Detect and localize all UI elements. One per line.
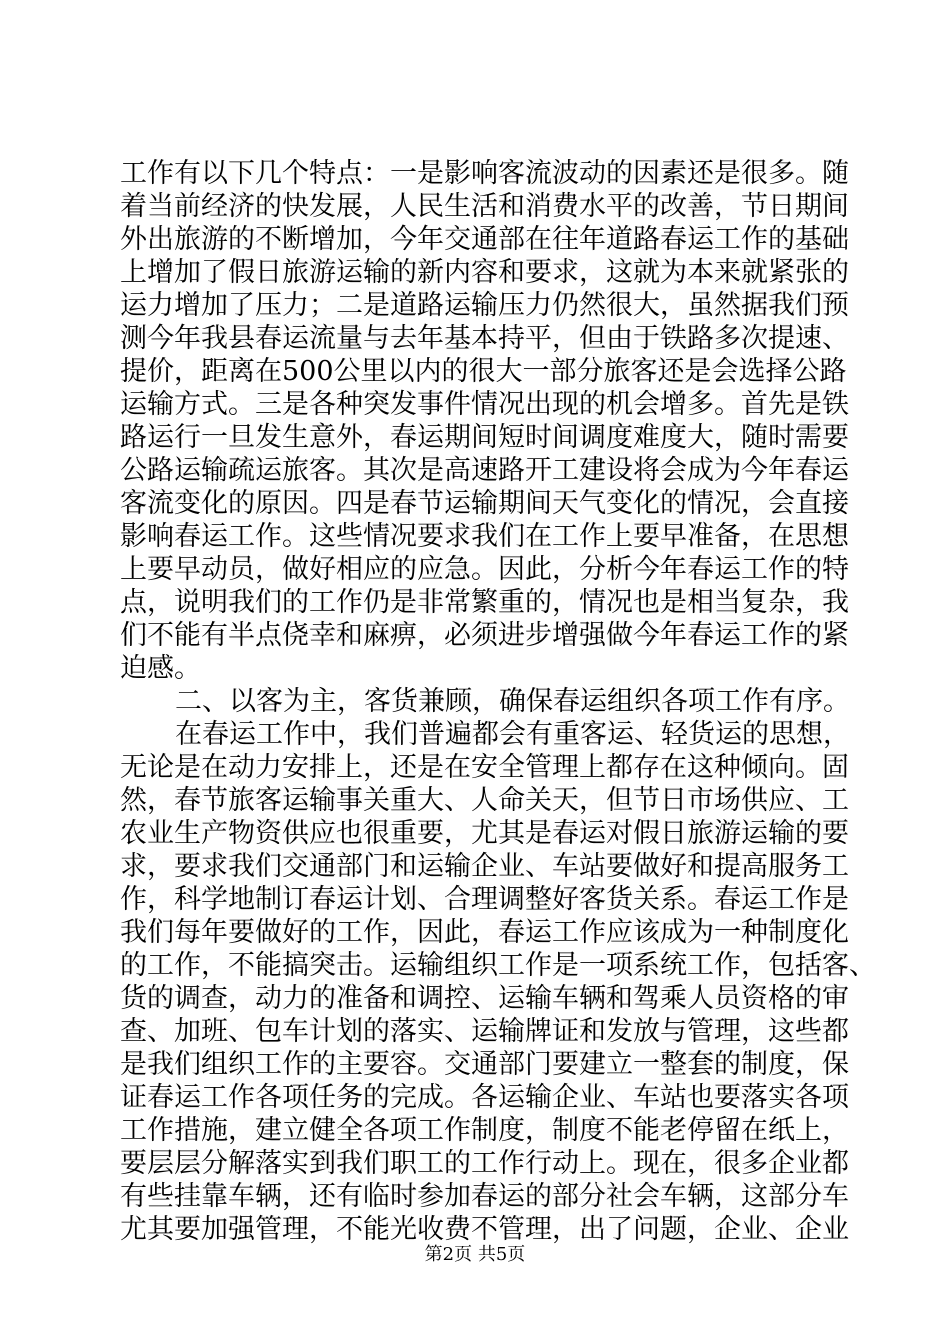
body-text-line: 工作措施，建立健全各项工作制度，制度不能老停留在纸上， xyxy=(120,1115,849,1146)
body-text-line: 提价，距离在500公里以内的很大一部分旅客还是会选择公路 xyxy=(120,356,847,387)
body-text-line: 查、加班、包车计划的落实、运输牌证和发放与管理，这些都 xyxy=(120,1016,849,1047)
body-text-line: 我们每年要做好的工作，因此，春运工作应该成为一种制度化 xyxy=(120,917,849,948)
body-text-line: 尤其要加强管理，不能光收费不管理，出了问题，企业、企业 xyxy=(120,1214,849,1245)
body-text-line: 点，说明我们的工作仍是非常繁重的，情况也是相当复杂，我 xyxy=(120,587,849,618)
page-number-footer: 第2页 共5页 xyxy=(424,1244,526,1265)
body-text-line: 求，要求我们交通部门和运输企业、车站要做好和提高服务工 xyxy=(120,851,849,882)
body-text-line: 们不能有半点侥幸和麻痹，必须进步增强做今年春运工作的紧 xyxy=(120,620,849,651)
body-text-line: 有些挂靠车辆，还有临时参加春运的部分社会车辆，这部分车 xyxy=(120,1181,849,1212)
body-text-line: 农业生产物资供应也很重要，尤其是春运对假日旅游运输的要 xyxy=(120,818,849,849)
body-text-line: 运输方式。三是各种突发事件情况出现的机会增多。首先是铁 xyxy=(120,389,849,420)
body-text-line: 公路运输疏运旅客。其次是高速路开工建设将会成为今年春运 xyxy=(120,455,849,486)
body-text-line: 着当前经济的快发展，人民生活和消费水平的改善，节日期间 xyxy=(120,191,849,222)
body-text-line: 要层层分解落实到我们职工的工作行动上。现在，很多企业都 xyxy=(120,1148,849,1179)
body-text-line: 迫感。 xyxy=(120,653,201,684)
body-text-line: 外出旅游的不断增加，今年交通部在往年道路春运工作的基础 xyxy=(120,224,849,255)
body-text-line: 上要早动员，做好相应的应急。因此，分析今年春运工作的特 xyxy=(120,554,849,585)
section-heading: 二、以客为主，客货兼顾，确保春运组织各项工作有序。 xyxy=(175,686,850,717)
body-text-line: 在春运工作中，我们普遍都会有重客运、轻货运的思想， xyxy=(175,719,850,750)
body-text-line: 测今年我县春运流量与去年基本持平，但由于铁路多次提速、 xyxy=(120,323,849,354)
body-text-line: 无论是在动力安排上，还是在安全管理上都存在这种倾向。固 xyxy=(120,752,849,783)
body-text-line: 货的调查，动力的准备和调控、运输车辆和驾乘人员资格的审 xyxy=(120,983,849,1014)
body-text-line: 作，科学地制订春运计划、合理调整好客货关系。春运工作是 xyxy=(120,884,849,915)
body-text-line: 是我们组织工作的主要容。交通部门要建立一整套的制度，保 xyxy=(120,1049,849,1080)
body-text-line: 然，春节旅客运输事关重大、人命关天，但节日市场供应、工 xyxy=(120,785,849,816)
body-text-line: 的工作，不能搞突击。运输组织工作是一项系统工作，包括客、 xyxy=(120,950,876,981)
body-text-line: 客流变化的原因。四是春节运输期间天气变化的情况，会直接 xyxy=(120,488,849,519)
body-text-line: 工作有以下几个特点：一是影响客流波动的因素还是很多。随 xyxy=(120,158,849,189)
body-text-line: 运力增加了压力；二是道路运输压力仍然很大，虽然据我们预 xyxy=(120,290,849,321)
body-text-line: 证春运工作各项任务的完成。各运输企业、车站也要落实各项 xyxy=(120,1082,849,1113)
body-text-line: 路运行一旦发生意外，春运期间短时间调度难度大，随时需要 xyxy=(120,422,849,453)
body-text-line: 影响春运工作。这些情况要求我们在工作上要早准备，在思想 xyxy=(120,521,849,552)
body-text-line: 上增加了假日旅游运输的新内容和要求，这就为本来就紧张的 xyxy=(120,257,849,288)
